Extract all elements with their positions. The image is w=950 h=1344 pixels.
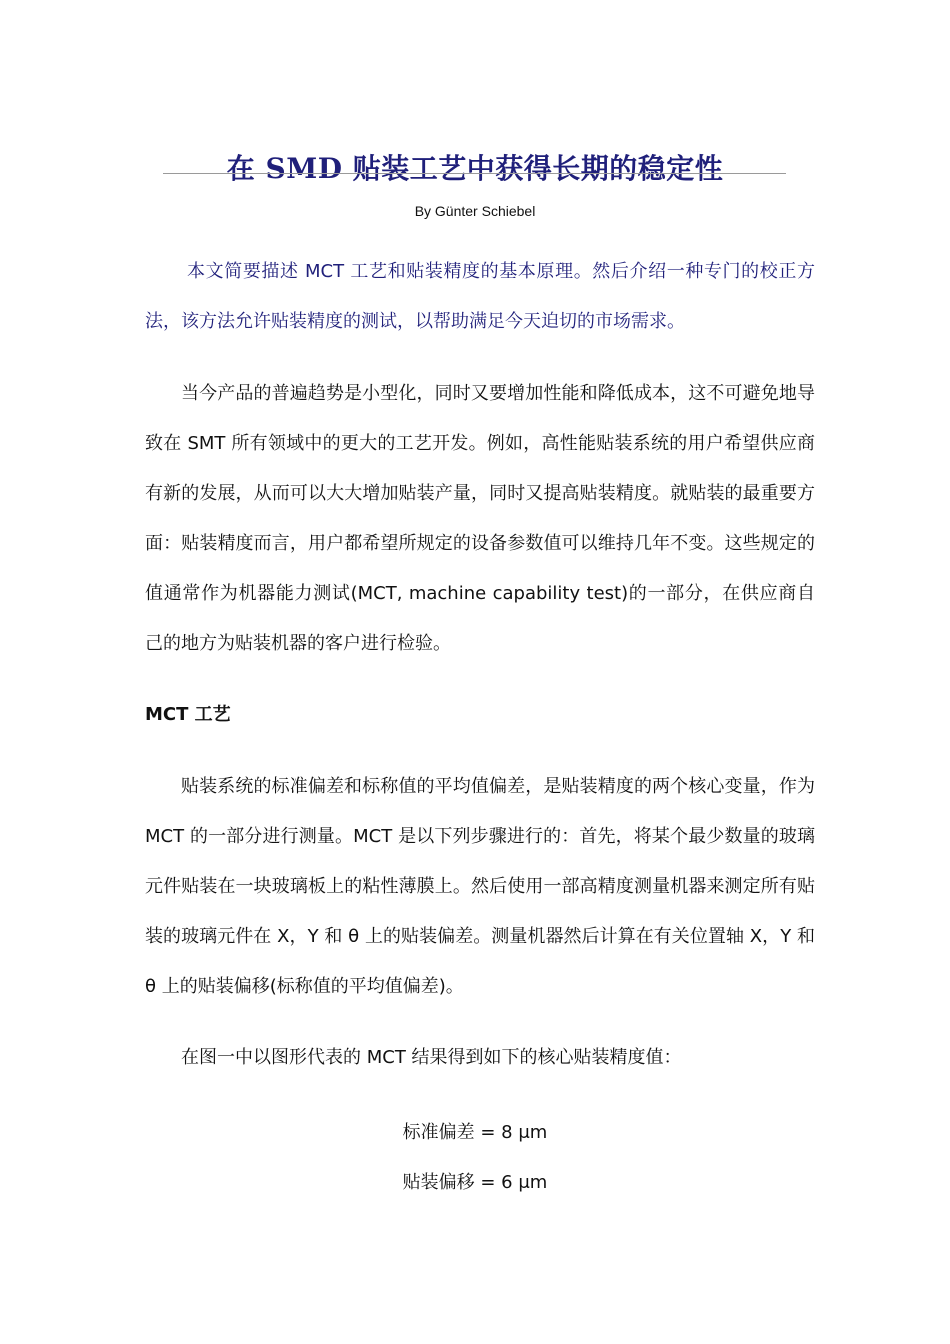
figure-note-paragraph: 在图一中以图形代表的 MCT 结果得到如下的核心贴装精度值： [181,1047,682,1068]
mct-paragraph: 贴装系统的标准偏差和标称值的平均值偏差，是贴装精度的两个核心变量，作为 MCT 的一部分进行测量。MCT 是以下列步骤进行的：首先，将某个最少数量的玻璃元件贴装在一块玻璃板上的粘性薄膜上。然后使用一部高精度测量机器来测定所有贴装的玻璃元件在 X，Y 和 θ 上的贴装偏差。测量机器然后计算在有关位置轴 X，Y 和 θ 上的贴装偏移(标称值的平均值偏差)。 [145,776,815,997]
author-line: By Günter Schiebel [414,203,536,219]
document-title: 在 SMD 贴装工艺中获得长期的稳定性 [226,151,724,185]
abstract-paragraph: 本文简要描述 MCT 工艺和贴装精度的基本原理。然后介绍一种专门的校正方法，该方法允许贴装精度的测试，以帮助满足今天迫切的市场需求。 [145,261,815,332]
formula-standard-deviation: 标准偏差 = 8 μm [402,1122,548,1143]
intro-paragraph: 当今产品的普遍趋势是小型化，同时又要增加性能和降低成本，这不可避免地导致在 SMT 所有领域中的更大的工艺开发。例如，高性能贴装系统的用户希望供应商有新的发展，从而可以大大增加贴装产量，同时又提高贴装精度。就贴装的最重要方面：贴装精度而言，用户都希望所规定的设备参数值可以维持几年不变。这些规定的值通常作为机器能力测试(MCT, machine capability test)的一部分，在供应商自己的地方为贴装机器的客户进行检验。 [145,383,815,654]
formula-placement-offset: 贴装偏移 = 6 μm [402,1172,548,1193]
section-heading: MCT 工艺 [145,704,231,725]
title-divider [163,173,786,174]
